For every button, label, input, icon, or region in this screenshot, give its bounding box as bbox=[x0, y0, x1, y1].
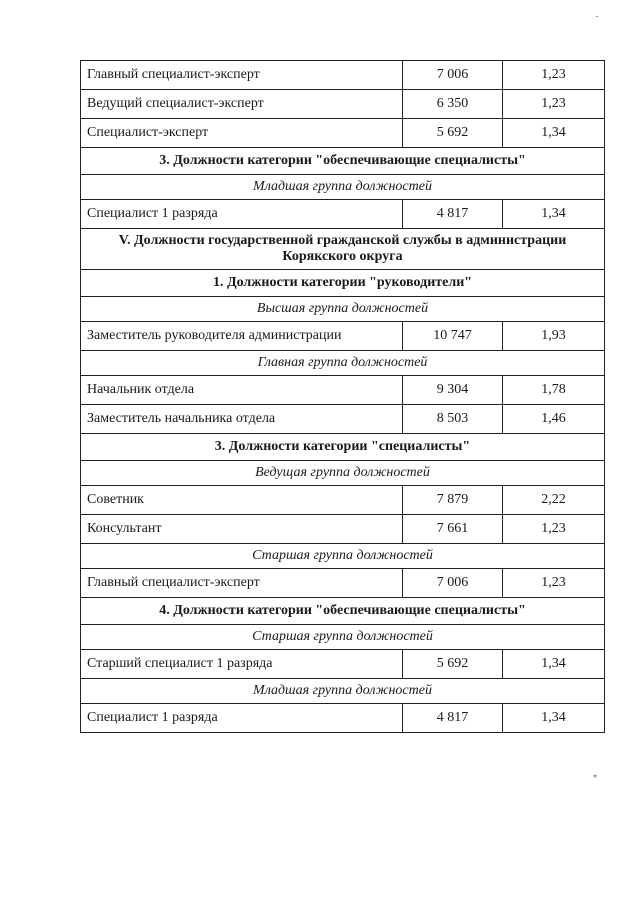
position-row bbox=[81, 119, 605, 148]
position-name-cell: Старший специалист 1 разряда bbox=[81, 650, 403, 679]
coefficient-cell: 1,93 bbox=[503, 322, 605, 351]
salary-cell: 5 692 bbox=[403, 119, 503, 148]
position-row bbox=[81, 322, 605, 351]
category-header-cell: 4. Должности категории "обеспечивающие специалисты" bbox=[81, 598, 605, 625]
category-header-row bbox=[81, 270, 605, 297]
position-name-cell: Специалист-эксперт bbox=[81, 119, 403, 148]
category-header-cell: 3. Должности категории "обеспечивающие специалисты" bbox=[81, 148, 605, 175]
closing-quote-mark: " bbox=[593, 774, 598, 785]
coefficient-cell: 1,34 bbox=[503, 650, 605, 679]
group-header-row bbox=[81, 625, 605, 650]
coefficient-cell: 1,34 bbox=[503, 704, 605, 733]
position-name-cell: Консультант bbox=[81, 515, 403, 544]
position-name-cell: Главный специалист-эксперт bbox=[81, 61, 403, 90]
group-header-row bbox=[81, 679, 605, 704]
group-header-cell: Старшая группа должностей bbox=[81, 544, 605, 569]
coefficient-cell: 1,23 bbox=[503, 515, 605, 544]
group-header-cell: Высшая группа должностей bbox=[81, 297, 605, 322]
position-row bbox=[81, 515, 605, 544]
position-row bbox=[81, 650, 605, 679]
scan-speck bbox=[596, 16, 598, 17]
group-header-row bbox=[81, 175, 605, 200]
group-header-row bbox=[81, 461, 605, 486]
group-header-cell: Ведущая группа должностей bbox=[81, 461, 605, 486]
salary-cell: 9 304 bbox=[403, 376, 503, 405]
position-row bbox=[81, 569, 605, 598]
position-name-cell: Заместитель руководителя администрации bbox=[81, 322, 403, 351]
position-row bbox=[81, 90, 605, 119]
position-row bbox=[81, 405, 605, 434]
position-name-cell: Заместитель начальника отдела bbox=[81, 405, 403, 434]
coefficient-cell: 1,23 bbox=[503, 90, 605, 119]
salary-cell: 4 817 bbox=[403, 200, 503, 229]
coefficient-cell: 1,78 bbox=[503, 376, 605, 405]
coefficient-cell: 1,34 bbox=[503, 119, 605, 148]
coefficient-cell: 1,34 bbox=[503, 200, 605, 229]
salary-cell: 4 817 bbox=[403, 704, 503, 733]
salary-cell: 7 661 bbox=[403, 515, 503, 544]
section-header-cell: V. Должности государственной гражданской службы в администрации Корякского округа bbox=[81, 229, 605, 270]
salary-cell: 7 879 bbox=[403, 486, 503, 515]
position-name-cell: Советник bbox=[81, 486, 403, 515]
position-row bbox=[81, 704, 605, 733]
position-name-cell: Начальник отдела bbox=[81, 376, 403, 405]
coefficient-cell: 1,46 bbox=[503, 405, 605, 434]
position-row bbox=[81, 61, 605, 90]
group-header-cell: Младшая группа должностей bbox=[81, 175, 605, 200]
salary-cell: 7 006 bbox=[403, 569, 503, 598]
salary-table bbox=[80, 60, 605, 733]
salary-cell: 8 503 bbox=[403, 405, 503, 434]
category-header-row bbox=[81, 148, 605, 175]
position-name-cell: Ведущий специалист-эксперт bbox=[81, 90, 403, 119]
coefficient-cell: 1,23 bbox=[503, 61, 605, 90]
group-header-row bbox=[81, 544, 605, 569]
position-name-cell: Специалист 1 разряда bbox=[81, 200, 403, 229]
salary-cell: 10 747 bbox=[403, 322, 503, 351]
salary-cell: 6 350 bbox=[403, 90, 503, 119]
coefficient-cell: 2,22 bbox=[503, 486, 605, 515]
group-header-cell: Младшая группа должностей bbox=[81, 679, 605, 704]
category-header-cell: 1. Должности категории "руководители" bbox=[81, 270, 605, 297]
group-header-row bbox=[81, 297, 605, 322]
position-row bbox=[81, 376, 605, 405]
salary-cell: 7 006 bbox=[403, 61, 503, 90]
salary-table-body bbox=[81, 61, 605, 733]
position-row bbox=[81, 486, 605, 515]
position-name-cell: Главный специалист-эксперт bbox=[81, 569, 403, 598]
group-header-cell: Старшая группа должностей bbox=[81, 625, 605, 650]
category-header-cell: 3. Должности категории "специалисты" bbox=[81, 434, 605, 461]
coefficient-cell: 1,23 bbox=[503, 569, 605, 598]
category-header-row bbox=[81, 598, 605, 625]
group-header-row bbox=[81, 351, 605, 376]
category-header-row bbox=[81, 434, 605, 461]
position-row bbox=[81, 200, 605, 229]
section-header-row bbox=[81, 229, 605, 270]
position-name-cell: Специалист 1 разряда bbox=[81, 704, 403, 733]
group-header-cell: Главная группа должностей bbox=[81, 351, 605, 376]
salary-cell: 5 692 bbox=[403, 650, 503, 679]
